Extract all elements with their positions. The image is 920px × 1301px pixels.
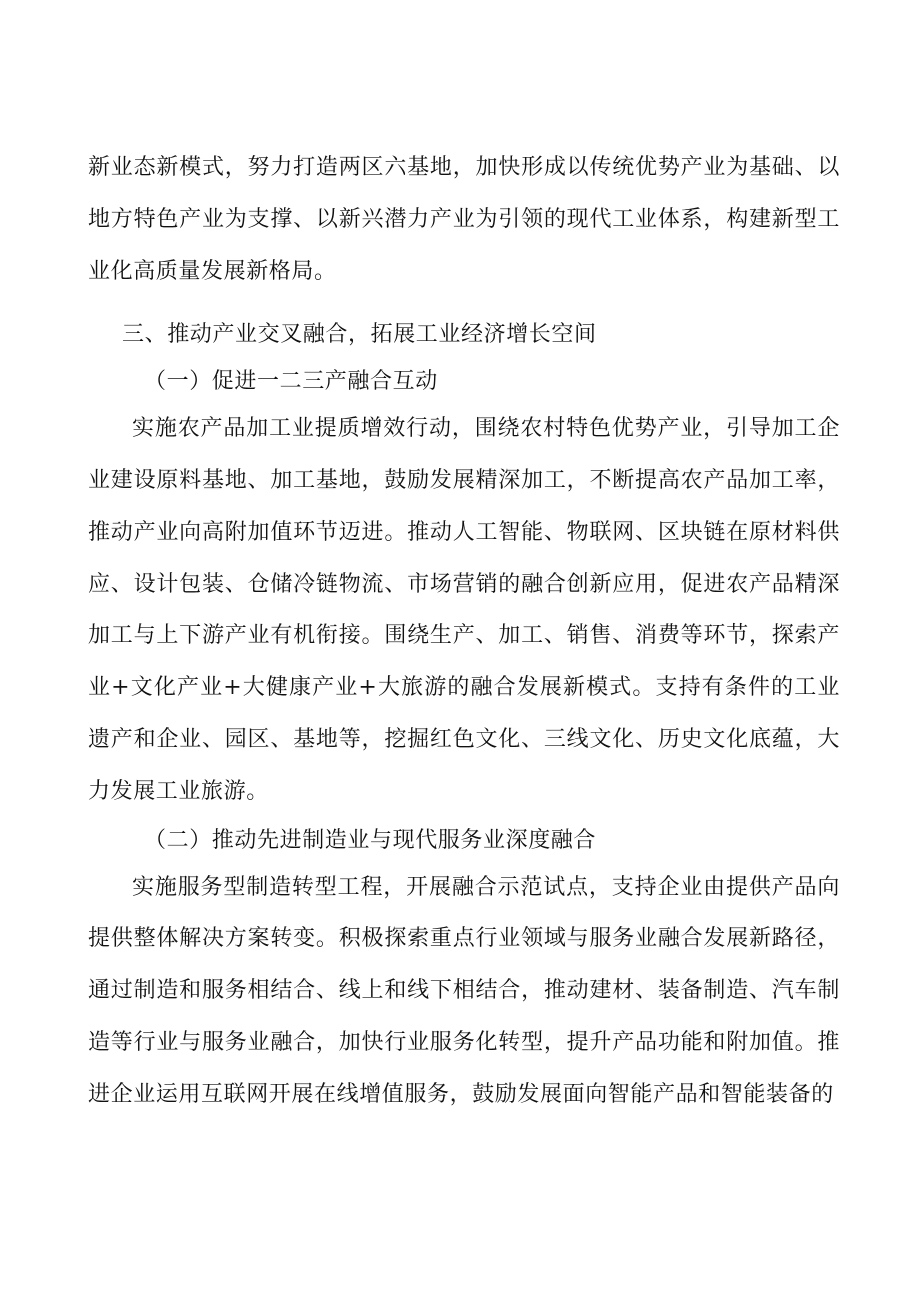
paragraph-continuation: 新业态新模式，努力打造两区六基地，加快形成以传统优势产业为基础、以地方特色产业为支撑、以新兴潜力产业为引领的现代工业体系，构建新型工业化高质量发展新格局。 [88, 155, 840, 284]
subsection-2-heading: （二）推动先进制造业与现代服务业深度融合 [144, 827, 597, 853]
document-page [88, 142, 840, 1121]
subsection-2-body: 实施服务型制造转型工程，开展融合示范试点，支持企业由提供产品向提供整体解决方案转变。积极探索重点行业领域与服务业融合发展新路径，通过制造和服务相结合、线上和线下相结合，推动建材、装备制造、汽车制造等行业与服务业融合，加快行业服务化转型，提升产品功能和附加值。推进企业运用互联网开展在线增值服务，鼓励发展面向智能产品和智能装备的 [88, 874, 840, 1107]
subsection-1-heading: （一）促进一二三产融合互动 [144, 369, 438, 395]
subsection-1-body: 实施农产品加工业提质增效行动，围绕农村特色优势产业，引导加工企业建设原料基地、加工基地，鼓励发展精深加工，不断提高农产品加工率，推动产业向高附加值环节迈进。推动人工智能、物联网、区块链在原材料供应、设计包装、仓储冷链物流、市场营销的融合创新应用，促进农产品精深加工与上下游产业有机衔接。围绕生产、加工、销售、消费等环节，探索产业+文化产业+大健康产业+大旅游的融合发展新模式。支持有条件的工业遗产和企业、园区、基地等，挖掘红色文化、三线文化、历史文化底蕴，大力发展工业旅游。 [88, 416, 840, 804]
section-3-heading: 三、推动产业交叉融合，拓展工业经济增长空间 [122, 322, 597, 348]
